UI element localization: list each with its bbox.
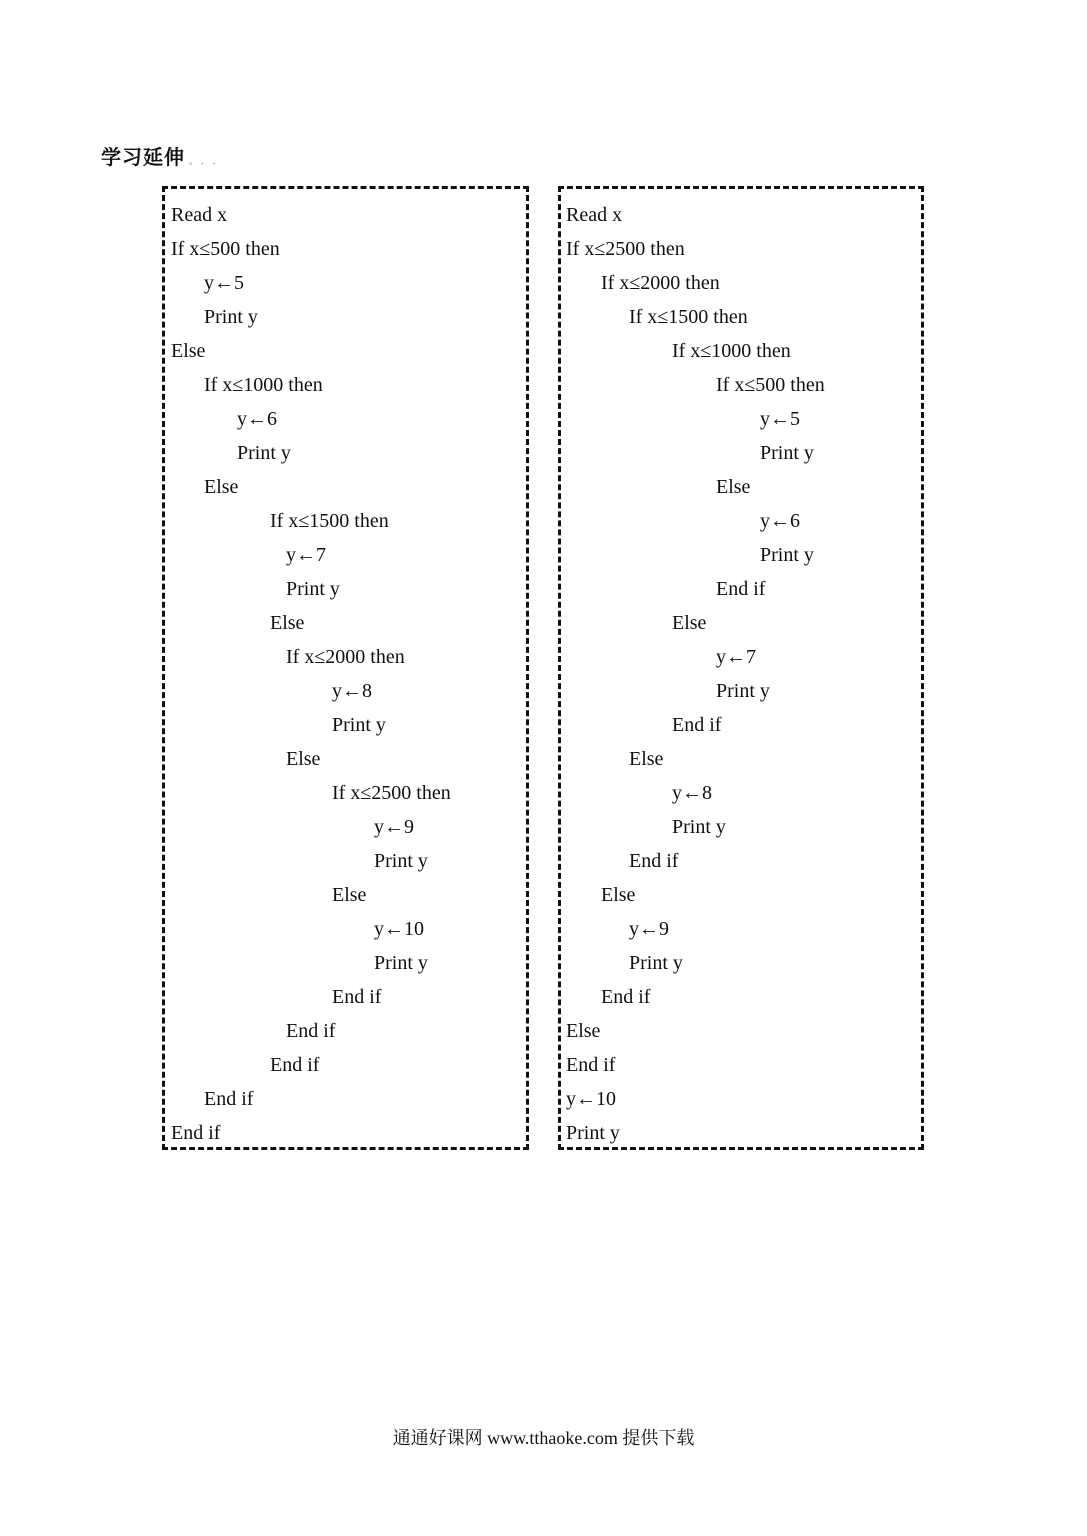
code-line: y←8	[332, 680, 372, 702]
code-line: y←5	[760, 408, 800, 430]
footer-text: 通通好课网 www.tthaoke.com 提供下载	[392, 1428, 695, 1448]
code-line: Else	[601, 884, 636, 906]
code-line: y←8	[672, 782, 712, 804]
code-line: Print y	[672, 816, 726, 838]
heading-title: 学习延伸	[101, 145, 185, 169]
code-line: End if	[672, 714, 722, 736]
code-line: End if	[204, 1088, 254, 1110]
heading-marks: 。. .	[189, 157, 219, 167]
code-line: If x≤500 then	[171, 238, 280, 260]
code-line: Else	[629, 748, 664, 770]
code-line: Print y	[374, 850, 428, 872]
code-line: If x≤2500 then	[566, 238, 685, 260]
code-line: Print y	[760, 544, 814, 566]
code-line: y←7	[286, 544, 326, 566]
code-line: Else	[672, 612, 707, 634]
code-line: Print y	[629, 952, 683, 974]
code-line: Print y	[374, 952, 428, 974]
code-line: y←6	[237, 408, 277, 430]
code-line: Read x	[171, 204, 228, 226]
code-line: If x≤1000 then	[204, 374, 323, 396]
code-line: y←10	[566, 1088, 616, 1110]
section-heading	[101, 141, 219, 170]
code-line: Print y	[237, 442, 291, 464]
code-line: If x≤2000 then	[286, 646, 405, 668]
left-code-box	[162, 186, 529, 1150]
code-line: Print y	[716, 680, 770, 702]
code-line: If x≤1500 then	[629, 306, 748, 328]
code-line: y←6	[760, 510, 800, 532]
code-line: Print y	[760, 442, 814, 464]
code-line: Else	[204, 476, 239, 498]
code-line: y←10	[374, 918, 424, 940]
code-line: Else	[270, 612, 305, 634]
code-line: End if	[171, 1122, 221, 1144]
code-line: Else	[566, 1020, 601, 1042]
code-line: If x≤1000 then	[672, 340, 791, 362]
code-line: Print y	[204, 306, 258, 328]
code-line: Print y	[332, 714, 386, 736]
code-line: End if	[332, 986, 382, 1008]
code-line: Read x	[566, 204, 623, 226]
code-line: End if	[566, 1054, 616, 1076]
code-line: Else	[332, 884, 367, 906]
code-line: y←5	[204, 272, 244, 294]
code-line: y←9	[374, 816, 414, 838]
code-line: Else	[286, 748, 321, 770]
code-line: End if	[286, 1020, 336, 1042]
code-line: If x≤500 then	[716, 374, 825, 396]
code-line: Print y	[286, 578, 340, 600]
code-line: Else	[716, 476, 751, 498]
code-line: If x≤1500 then	[270, 510, 389, 532]
code-line: y←9	[629, 918, 669, 940]
right-code-box	[558, 186, 924, 1150]
code-line: End if	[716, 578, 766, 600]
code-line: If x≤2000 then	[601, 272, 720, 294]
code-line: Print y	[566, 1122, 620, 1144]
code-line: Else	[171, 340, 206, 362]
code-line: End if	[629, 850, 679, 872]
code-line: y←7	[716, 646, 756, 668]
code-line: End if	[270, 1054, 320, 1076]
code-line: If x≤2500 then	[332, 782, 451, 804]
code-line: End if	[601, 986, 651, 1008]
